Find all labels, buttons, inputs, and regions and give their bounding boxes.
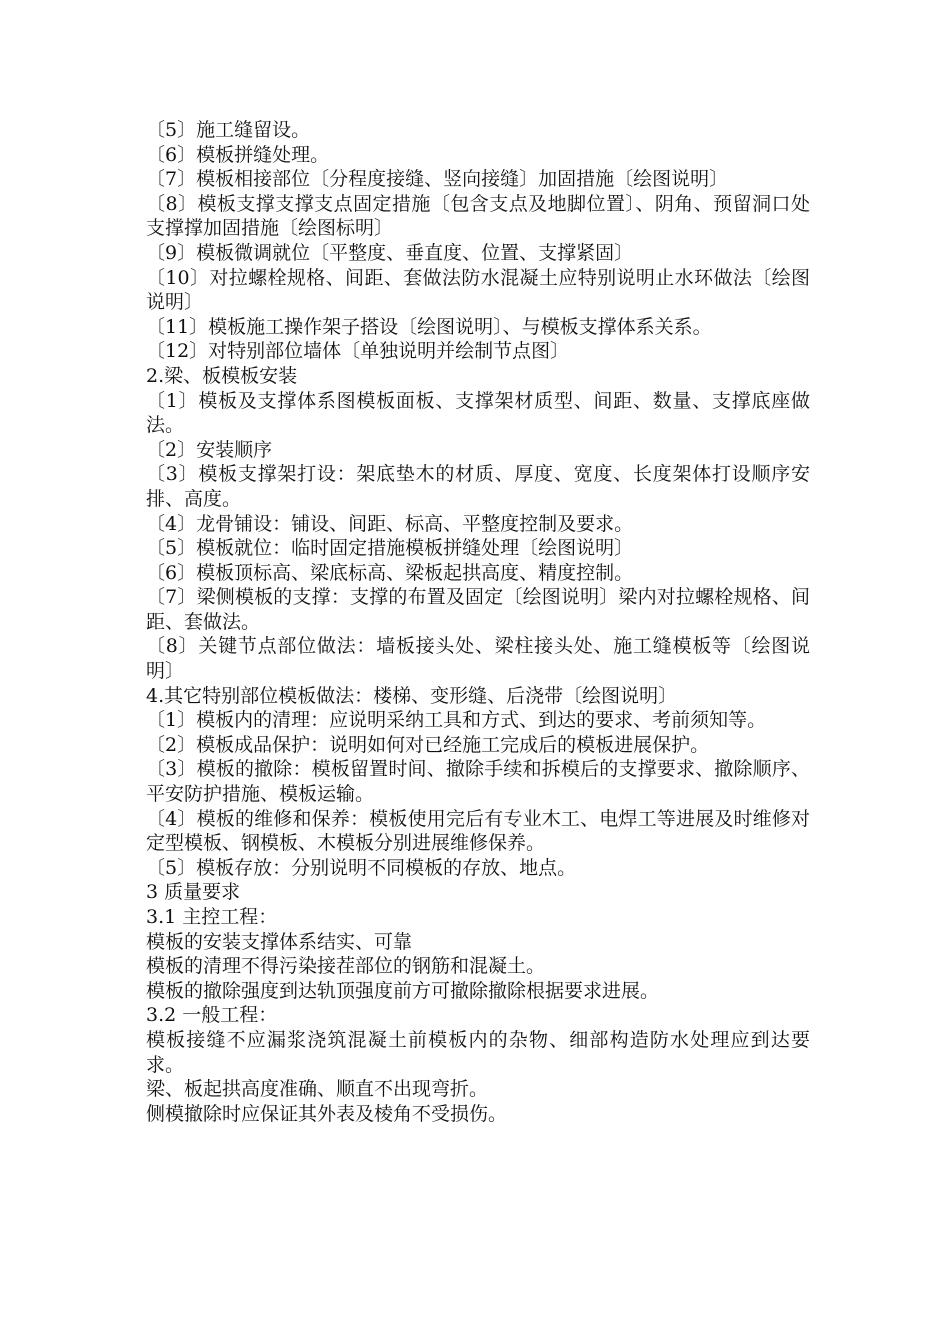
paragraph: 〔7〕模板相接部位〔分程度接缝、竖向接缝〕加固措施〔绘图说明〕 — [146, 168, 729, 191]
paragraph: 〔3〕模板支撑架打设：架底垫木的材质、厚度、宽度、长度架体打设顺序安排、高度。 — [146, 463, 810, 510]
paragraph: 〔11〕模板施工操作架子搭设〔绘图说明〕、与模板支撑体系关系。 — [146, 315, 712, 338]
paragraph: 〔3〕模板的撤除：模板留置时间、撤除手续和拆模后的支撑要求、撤除顺序、平安防护措施、模板运输。 — [146, 758, 810, 806]
paragraph: 〔2〕模板成品保护：说明如何对已经施工完成后的模板进展保护。 — [146, 733, 710, 756]
paragraph: 〔10〕对拉螺栓规格、间距、套做法防水混凝土应特别说明止水环做法〔绘图说明〕 — [146, 266, 810, 314]
paragraph: 〔2〕安装顺序 — [146, 438, 273, 461]
paragraph: 模板的清理不得污染接茬部位的钢筋和混凝土。 — [146, 955, 546, 978]
paragraph: 模板接缝不应漏浆浇筑混凝土前模板内的杂物、细部构造防水处理应到达要求。 — [146, 1028, 810, 1076]
paragraph: 〔4〕龙骨铺设：铺设、间距、标高、平整度控制及要求。 — [146, 512, 634, 535]
paragraph: 〔1〕模板内的清理：应说明采纳工具和方式、到达的要求、考前须知等。 — [146, 709, 767, 732]
section-heading: 2.梁、板模板安装 — [146, 364, 298, 387]
paragraph: 〔5〕施工缝留设。 — [146, 119, 311, 141]
paragraph: 模板的撤除强度到达轨顶强度前方可撤除撤除根据要求进展。 — [146, 979, 660, 1002]
paragraph: 〔7〕梁侧模板的支撑：支撑的布置及固定〔绘图说明〕梁内对拉螺栓规格、间距、套做法。 — [146, 586, 810, 633]
paragraph: 侧模撤除时应保证其外表及棱角不受损伤。 — [146, 1102, 508, 1125]
subsection-heading: 3.2 一般工程： — [146, 1004, 278, 1027]
paragraph: 梁、板起拱高度准确、顺直不出现弯折。 — [146, 1078, 489, 1101]
section-heading: 3 质量要求 — [146, 881, 241, 904]
paragraph: 〔12〕对特别部位墙体〔单独说明并绘制节点图〕 — [146, 340, 570, 363]
document-body — [146, 118, 810, 1126]
paragraph: 模板的安装支撑体系结实、可靠 — [146, 930, 413, 953]
subsection-heading: 3.1 主控工程： — [146, 906, 278, 928]
paragraph: 〔9〕模板微调就位〔平整度、垂直度、位置、支撑紧固〕 — [146, 241, 634, 264]
paragraph: 〔8〕模板支撑支撑支点固定措施〔包含支点及地脚位置〕、阴角、预留洞口处支撑撑加固措施〔绘图标明〕 — [146, 192, 810, 240]
section-heading: 4.其它特别部位模板做法：楼梯、变形缝、后浇带〔绘图说明〕 — [146, 684, 678, 707]
paragraph: 〔6〕模板顶标高、梁底标高、梁板起拱高度、精度控制。 — [146, 561, 634, 584]
paragraph: 〔8〕关键节点部位做法：墙板接头处、梁柱接头处、施工缝模板等〔绘图说明〕 — [146, 635, 810, 683]
paragraph: 〔5〕模板存放：分别说明不同模板的存放、地点。 — [146, 856, 577, 879]
paragraph: 〔6〕模板拼缝处理。 — [146, 143, 330, 166]
paragraph: 〔4〕模板的维修和保养：模板使用完后有专业木工、电焊工等进展及时维修对定型模板、钢模板、木模板分别进展维修保养。 — [146, 807, 810, 855]
paragraph: 〔1〕模板及支撑体系图模板面板、支撑架材质型、间距、数量、支撑底座做法。 — [146, 389, 810, 437]
paragraph: 〔5〕模板就位：临时固定措施模板拼缝处理〔绘图说明〕 — [146, 537, 634, 560]
